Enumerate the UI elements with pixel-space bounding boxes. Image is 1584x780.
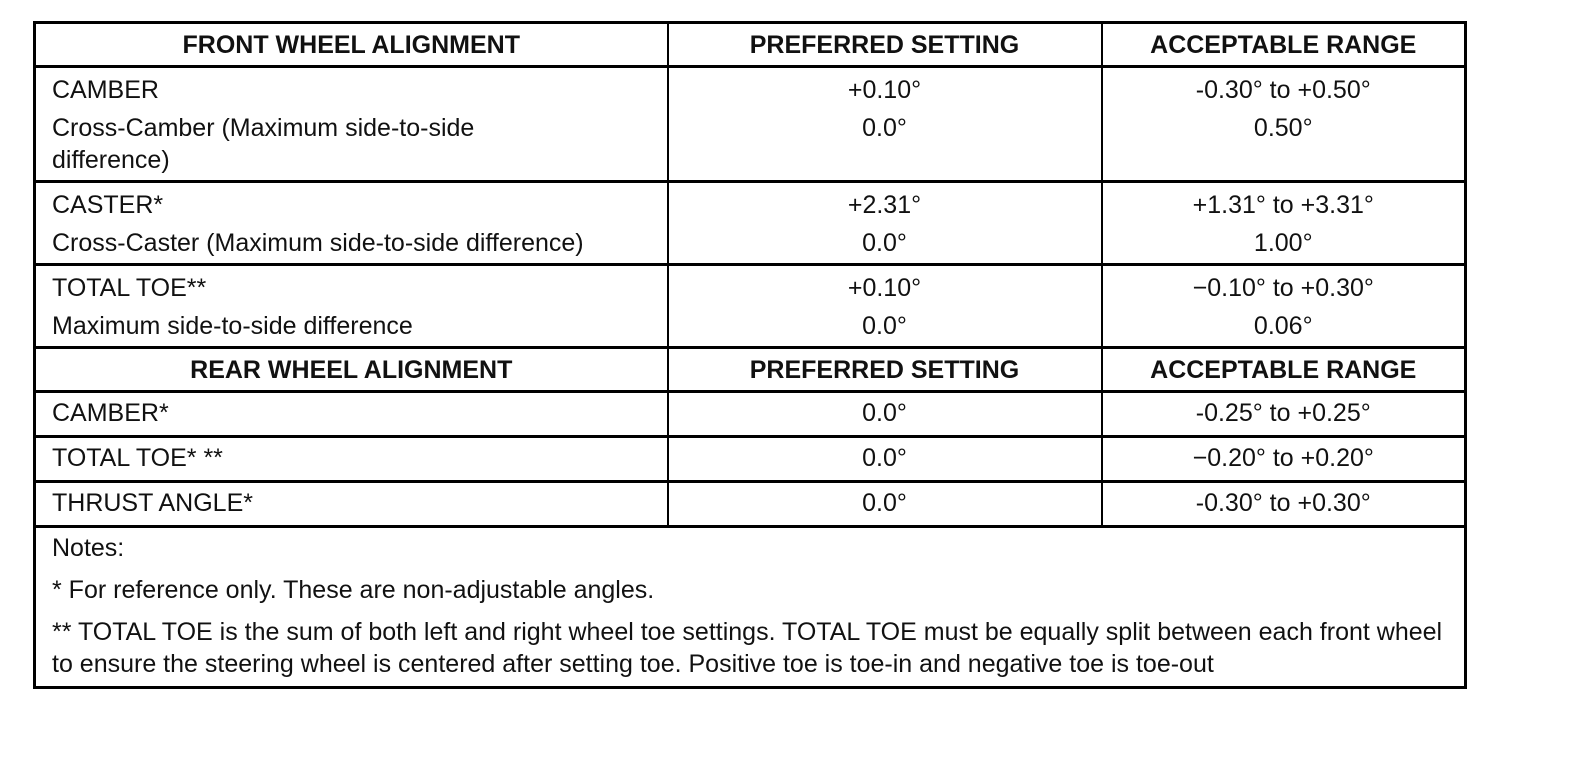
- row-label: CAMBER: [35, 67, 668, 107]
- row-label: CAMBER*: [35, 392, 668, 437]
- row-label: Maximum side-to-side difference: [35, 304, 668, 348]
- row-preferred: 0.0°: [668, 221, 1102, 265]
- row-range: −0.20° to +0.20°: [1102, 437, 1466, 482]
- front-header-range: ACCEPTABLE RANGE: [1102, 23, 1466, 67]
- rear-header-preferred: PREFERRED SETTING: [668, 348, 1102, 392]
- rear-header-row: [35, 348, 1466, 392]
- table-row: [35, 392, 1466, 437]
- note-item: ** TOTAL TOE is the sum of both left and right wheel toe settings. TOTAL TOE must be equally split between each front wheel to ensure the steering wheel is centered after setting toe. Positive toe is toe-in and negative toe is toe-out: [52, 618, 1443, 678]
- front-header-row: [35, 23, 1466, 67]
- wheel-alignment-spec-table: [33, 21, 1467, 689]
- row-label: TOTAL TOE* **: [35, 437, 668, 482]
- table-row: [35, 482, 1466, 527]
- row-preferred: +0.10°: [668, 265, 1102, 305]
- row-label: Cross-Caster (Maximum side-to-side difference): [35, 221, 668, 265]
- table-row: [35, 265, 1466, 305]
- note-item: * For reference only. These are non-adjustable angles.: [52, 576, 655, 604]
- table-row: [35, 437, 1466, 482]
- row-range: +1.31° to +3.31°: [1102, 182, 1466, 222]
- row-preferred: 0.0°: [668, 106, 1102, 182]
- table-row: [35, 106, 1466, 182]
- notes-row: [35, 527, 1466, 688]
- table-row: [35, 221, 1466, 265]
- row-label: Cross-Camber (Maximum side-to-side difference): [35, 106, 668, 182]
- row-range: 0.50°: [1102, 106, 1466, 182]
- row-range: 1.00°: [1102, 221, 1466, 265]
- row-range: 0.06°: [1102, 304, 1466, 348]
- table-row: [35, 304, 1466, 348]
- front-header-label: FRONT WHEEL ALIGNMENT: [35, 23, 668, 67]
- row-preferred: 0.0°: [668, 482, 1102, 527]
- row-label: CASTER*: [35, 182, 668, 222]
- row-label: TOTAL TOE**: [35, 265, 668, 305]
- table-row: [35, 67, 1466, 107]
- notes-title: Notes:: [52, 534, 125, 562]
- row-range: -0.30° to +0.30°: [1102, 482, 1466, 527]
- rear-header-label: REAR WHEEL ALIGNMENT: [35, 348, 668, 392]
- rear-header-range: ACCEPTABLE RANGE: [1102, 348, 1466, 392]
- row-preferred: 0.0°: [668, 437, 1102, 482]
- row-range: -0.30° to +0.50°: [1102, 67, 1466, 107]
- row-preferred: +2.31°: [668, 182, 1102, 222]
- row-range: -0.25° to +0.25°: [1102, 392, 1466, 437]
- row-preferred: 0.0°: [668, 392, 1102, 437]
- notes-cell: [35, 527, 1466, 688]
- front-header-preferred: PREFERRED SETTING: [668, 23, 1102, 67]
- row-label: THRUST ANGLE*: [35, 482, 668, 527]
- row-preferred: 0.0°: [668, 304, 1102, 348]
- row-preferred: +0.10°: [668, 67, 1102, 107]
- table-row: [35, 182, 1466, 222]
- row-range: −0.10° to +0.30°: [1102, 265, 1466, 305]
